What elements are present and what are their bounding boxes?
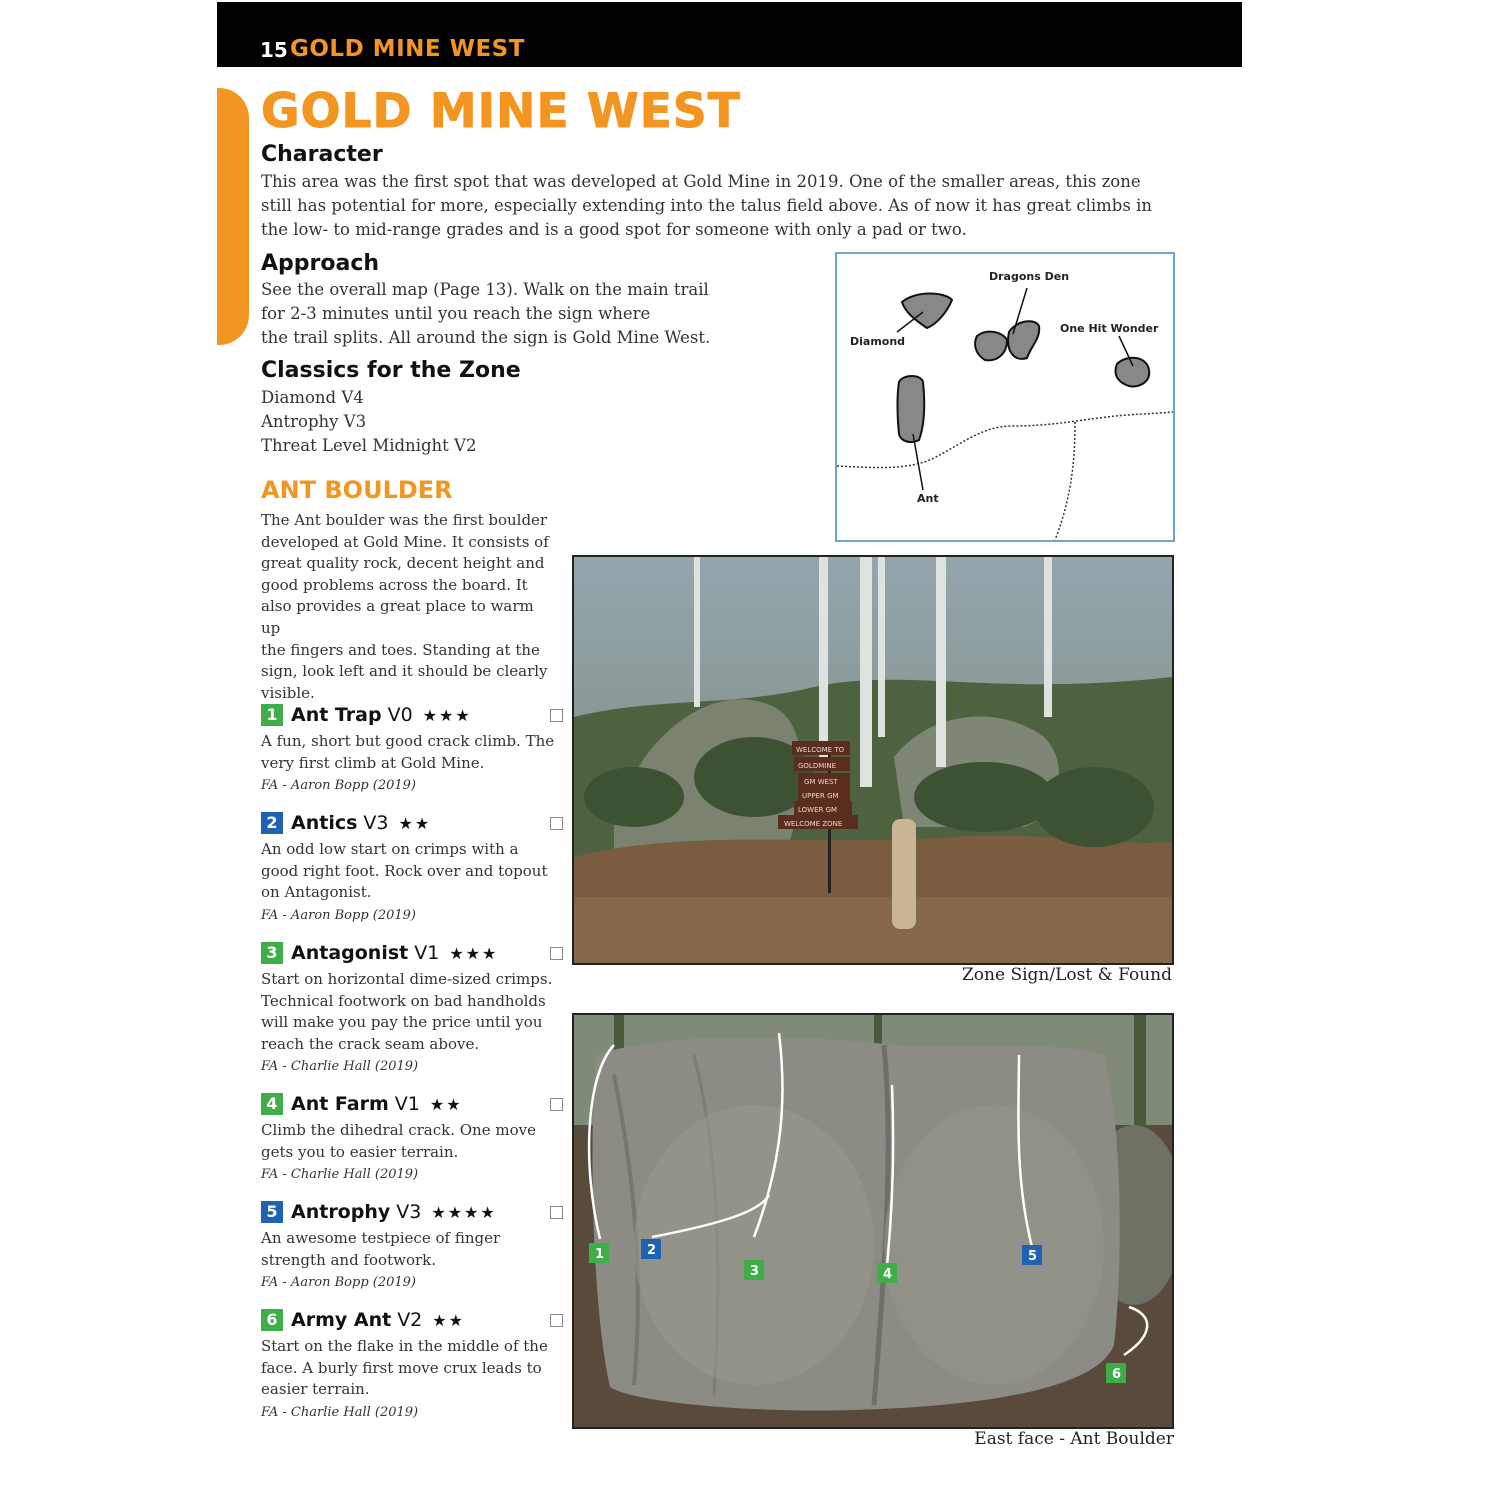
sign-text: UPPER GM [802,792,839,800]
problem-number-badge: 1 [261,704,283,726]
problem-grade: V3 [363,812,389,834]
problem-description [261,969,561,1055]
first-ascent: FA - Charlie Hall (2019) [261,1059,419,1075]
problem-header [261,702,561,728]
problem-stars: ★★ [398,813,432,833]
problem-entry [261,940,561,1074]
problem-name: Ant Farm [291,1093,389,1115]
desc-line: An odd low start on crimps with a [261,840,519,858]
ant-line: sign, look left and it should be clearly [261,662,548,681]
ant-boulder-description [261,510,551,704]
tick-checkbox[interactable] [550,709,563,722]
one-hit-wonder-boulder [1116,358,1150,387]
problem-entry [261,702,561,793]
desc-line: Technical footwork on bad handholds [261,991,546,1010]
problem-name: Army Ant [291,1309,392,1331]
first-ascent: FA - Charlie Hall (2019) [261,1404,419,1420]
classic-item: Threat Level Midnight V2 [261,436,477,455]
sign-text: WELCOME ZONE [784,820,843,828]
ant-pointer [913,434,923,490]
tick-checkbox[interactable] [550,947,563,960]
desc-line: Start on the flake in the middle of the [261,1337,548,1355]
sign-text: GM WEST [804,778,838,786]
route-marker-label: 6 [1112,1367,1122,1382]
ant-line: also provides a great place to warm up [261,597,534,637]
map-label-dragons-den: Dragons Den [989,270,1070,283]
problem-grade: V3 [396,1201,422,1223]
first-ascent: FA - Aaron Bopp (2019) [261,778,417,794]
ant-line: good problems across the board. It [261,575,528,594]
classics-list [261,386,476,458]
desc-line: good right foot. Rock over and topout [261,861,548,880]
classic-item: Diamond V4 [261,388,364,407]
approach-line: See the overall map (Page 13). Walk on the main trail [261,280,709,299]
zone-sign-caption: Zone Sign/Lost & Found [961,965,1172,985]
orange-section-tab [217,88,249,345]
desc-line: Start on horizontal dime-sized crimps. [261,970,553,988]
problem-number-badge: 4 [261,1093,283,1115]
desc-line: very first climb at Gold Mine. [261,753,485,772]
problem-grade: V0 [387,704,413,726]
ant-line: The Ant boulder was the first boulder [261,511,548,529]
problem-header [261,1307,561,1333]
problem-description [261,1336,561,1401]
problem-description [261,839,561,904]
area-map-svg [837,254,1173,540]
character-line: This area was the first spot that was developed at Gold Mine in 2019. One of the smaller areas, this zone [261,172,1141,191]
tick-checkbox[interactable] [550,1206,563,1219]
forest-scene [574,557,1172,963]
problem-grade: V1 [414,942,440,964]
problem-name: Antics [291,812,358,834]
problem-entry [261,1307,561,1420]
dragons-den-boulder-2 [1008,321,1039,359]
desc-line: easier terrain. [261,1380,370,1399]
ant-line: the fingers and toes. Standing at the [261,640,540,659]
problem-grade: V2 [397,1309,423,1331]
ant-boulder-photo [572,1013,1174,1429]
desc-line: Climb the dihedral crack. One move [261,1121,536,1139]
problem-stars: ★★ [429,1094,463,1114]
first-ascent: FA - Aaron Bopp (2019) [261,1275,417,1291]
desc-line: will make you pay the price until you [261,1013,543,1032]
ant-line: great quality rock, decent height and [261,554,545,573]
first-ascent: FA - Charlie Hall (2019) [261,1167,419,1183]
problem-description [261,1120,561,1163]
problem-description [261,1228,561,1271]
problem-number-badge: 2 [261,812,283,834]
route-marker-label: 3 [750,1264,760,1279]
map-label-one-hit-wonder: One Hit Wonder [1060,322,1159,335]
approach-heading: Approach [261,251,380,276]
classics-heading: Classics for the Zone [261,358,521,383]
page-number: 15 [260,38,288,62]
approach-line: the trail splits. All around the sign is Gold Mine West. [261,328,711,347]
character-line: still has potential for more, especially extending into the talus field above. As of now it has great climbs in [261,196,1152,215]
character-text [261,170,1152,242]
desc-line: An awesome testpiece of finger [261,1229,501,1247]
desc-line: gets you to easier terrain. [261,1142,459,1161]
problem-grade: V1 [394,1093,420,1115]
area-map [835,252,1175,542]
problem-name: Antrophy [291,1201,391,1223]
trail-branch [1055,422,1075,540]
approach-text [261,278,710,350]
first-ascent: FA - Aaron Bopp (2019) [261,907,417,923]
ant-line: developed at Gold Mine. It consists of [261,532,549,551]
problem-stars: ★★ [432,1310,465,1330]
ant-boulder-title: ANT BOULDER [261,476,453,504]
desc-line: face. A burly first move crux leads to [261,1358,542,1377]
page-title: GOLD MINE WEST [261,84,741,139]
problem-header [261,1091,561,1117]
problem-name: Ant Trap [291,704,382,726]
trail-line [837,412,1173,468]
dragons-den-boulder [975,332,1007,361]
approach-line: for 2-3 minutes until you reach the sign where [261,304,651,323]
problem-stars: ★★★ [449,943,499,963]
character-heading: Character [261,142,383,167]
desc-line: reach the crack seam above. [261,1034,480,1053]
zone-sign-photo [572,555,1174,965]
header-title: GOLD MINE WEST [290,36,525,62]
tick-checkbox[interactable] [550,1098,563,1111]
sign-text: LOWER GM [798,806,838,814]
problem-stars: ★★★★ [431,1202,497,1222]
problem-header [261,940,561,966]
map-label-diamond: Diamond [850,335,906,348]
desc-line: on Antagonist. [261,883,372,902]
wooden-stump [892,819,916,929]
tick-checkbox[interactable] [550,817,563,830]
route-marker-label: 5 [1028,1249,1038,1264]
desc-line: strength and footwork. [261,1250,437,1269]
classic-item: Antrophy V3 [261,412,367,431]
ant-boulder-shape [898,376,925,442]
problem-entry [261,810,561,923]
problem-entry [261,1199,561,1290]
guidebook-page [217,0,1242,1500]
ant-line: visible. [261,683,315,702]
sign-text: WELCOME TO [796,746,845,754]
desc-line: A fun, short but good crack climb. The [261,732,555,750]
problem-header [261,1199,561,1225]
tick-checkbox[interactable] [550,1314,563,1327]
sign-text: GOLDMINE [798,762,836,770]
character-line: the low- to mid-range grades and is a good spot for someone with only a pad or two. [261,220,967,239]
problem-number-badge: 6 [261,1309,283,1331]
boulder-scene [574,1015,1172,1427]
map-label-ant: Ant [917,492,939,505]
problem-name: Antagonist [291,942,409,964]
problem-entry [261,1091,561,1182]
problem-number-badge: 5 [261,1201,283,1223]
route-marker-label: 2 [647,1243,657,1258]
page-header-bar [217,2,1242,67]
problem-description [261,731,561,774]
boulder-caption: East face - Ant Boulder [974,1429,1174,1449]
route-marker-label: 1 [595,1247,605,1262]
problem-header [261,810,561,836]
problem-stars: ★★★ [422,705,472,725]
problem-number-badge: 3 [261,942,283,964]
route-marker-label: 4 [883,1267,893,1282]
